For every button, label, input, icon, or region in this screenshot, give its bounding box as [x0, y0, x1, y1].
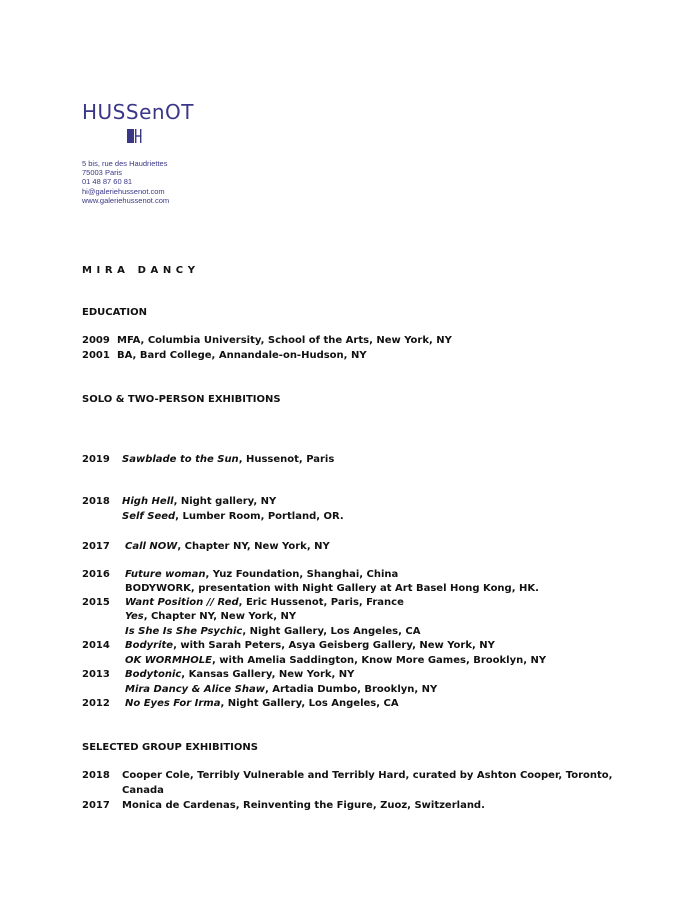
exhibition-venue: , Hussenot, Paris: [238, 454, 335, 465]
exhibition-title: No Eyes For Irma: [125, 698, 221, 709]
exhibition-title: Mira Dancy & Alice Shaw: [125, 684, 265, 695]
solo-entry: [125, 626, 421, 637]
solo-year: 2017: [82, 541, 110, 552]
education-heading: EDUCATION: [82, 307, 147, 318]
solo-year: 2018: [82, 496, 110, 507]
exhibition-title: Bodytonic: [125, 669, 182, 680]
group-year: 2018: [82, 770, 110, 781]
solo-year: 2013: [82, 669, 110, 680]
exhibition-title: Sawblade to the Sun: [122, 454, 239, 465]
exhibition-venue: , Kansas Gallery, New York, NY: [181, 669, 355, 680]
education-entry: MFA, Columbia University, School of the Arts, New York, NY: [117, 335, 452, 346]
gallery-address: [82, 159, 169, 205]
solo-entry: [122, 511, 344, 522]
gallery-logo-mark-icon: [127, 129, 143, 143]
phone-number: 01 48 87 60 81: [82, 177, 133, 187]
exhibition-title: Want Position // Red: [125, 597, 239, 608]
solo-entry: [125, 583, 539, 594]
group-entry: Cooper Cole, Terribly Vulnerable and Terribly Hard, curated by Ashton Cooper, Toronto,: [122, 770, 613, 781]
gallery-logo: HUSSenOT: [82, 100, 195, 124]
exhibition-title: OK WORMHOLE: [125, 655, 212, 666]
solo-entry: [125, 655, 546, 666]
solo-entry: [125, 640, 495, 651]
exhibition-venue: , Eric Hussenot, Paris, France: [238, 597, 404, 608]
solo-entry: [125, 698, 399, 709]
address-line: 5 bis, rue des Haudriettes: [82, 159, 168, 168]
exhibition-venue: , Night Gallery, Los Angeles, CA: [220, 698, 399, 709]
solo-entry: [125, 669, 354, 680]
group-entry-continued: Canada: [122, 785, 164, 796]
artist-name: MIRA DANCY: [82, 265, 200, 276]
solo-entry: [125, 541, 330, 552]
solo-year: 2016: [82, 569, 110, 580]
solo-entry: [122, 454, 334, 465]
solo-year: 2012: [82, 698, 110, 709]
education-year: 2009: [82, 335, 110, 346]
exhibition-venue: , Yuz Foundation, Shanghai, China: [205, 569, 399, 580]
solo-year: 2015: [82, 597, 110, 608]
exhibition-title: Bodyrite: [125, 640, 174, 651]
exhibition-venue: BODYWORK, presentation with Night Gallery at Art Basel Hong Kong, HK.: [125, 583, 539, 594]
solo-year: 2019: [82, 454, 110, 465]
address-line: 75003 Paris: [82, 168, 123, 178]
solo-entry: [125, 569, 398, 580]
exhibition-title: Yes: [125, 611, 144, 622]
exhibition-venue: , Artadia Dumbo, Brooklyn, NY: [264, 684, 438, 695]
group-exhibitions-heading: SELECTED GROUP EXHIBITIONS: [82, 742, 258, 753]
solo-year: 2014: [82, 640, 110, 651]
exhibition-venue: , Night gallery, NY: [173, 496, 277, 507]
education-entry: BA, Bard College, Annandale-on-Hudson, NY: [117, 350, 367, 361]
solo-entry: [125, 684, 437, 695]
group-entry: Monica de Cardenas, Reinventing the Figure, Zuoz, Switzerland.: [122, 800, 485, 811]
exhibition-title: Self Seed: [122, 511, 176, 522]
exhibition-title: High Hell: [122, 496, 174, 507]
email-link[interactable]: hi@galeriehussenot.com: [82, 186, 165, 196]
exhibition-venue: , with Sarah Peters, Asya Geisberg Gallery, New York, NY: [173, 640, 495, 651]
solo-entry: [122, 496, 276, 507]
solo-exhibitions-heading: SOLO & TWO-PERSON EXHIBITIONS: [82, 394, 281, 405]
exhibition-venue: , Night Gallery, Los Angeles, CA: [242, 626, 421, 637]
exhibition-venue: , Chapter NY, New York, NY: [143, 611, 297, 622]
exhibition-venue: , Lumber Room, Portland, OR.: [175, 511, 344, 522]
solo-entry: [125, 611, 296, 622]
solo-entry: [125, 597, 404, 608]
exhibition-title: Call NOW: [125, 541, 178, 552]
education-year: 2001: [82, 350, 110, 361]
exhibition-title: Future woman: [125, 569, 206, 580]
exhibition-venue: , with Amelia Saddington, Know More Games, Brooklyn, NY: [212, 655, 547, 666]
exhibition-venue: , Chapter NY, New York, NY: [177, 541, 330, 552]
group-year: 2017: [82, 800, 110, 811]
exhibition-title: Is She Is She Psychic: [125, 626, 243, 637]
website-link[interactable]: www.galeriehussenot.com: [82, 195, 170, 205]
